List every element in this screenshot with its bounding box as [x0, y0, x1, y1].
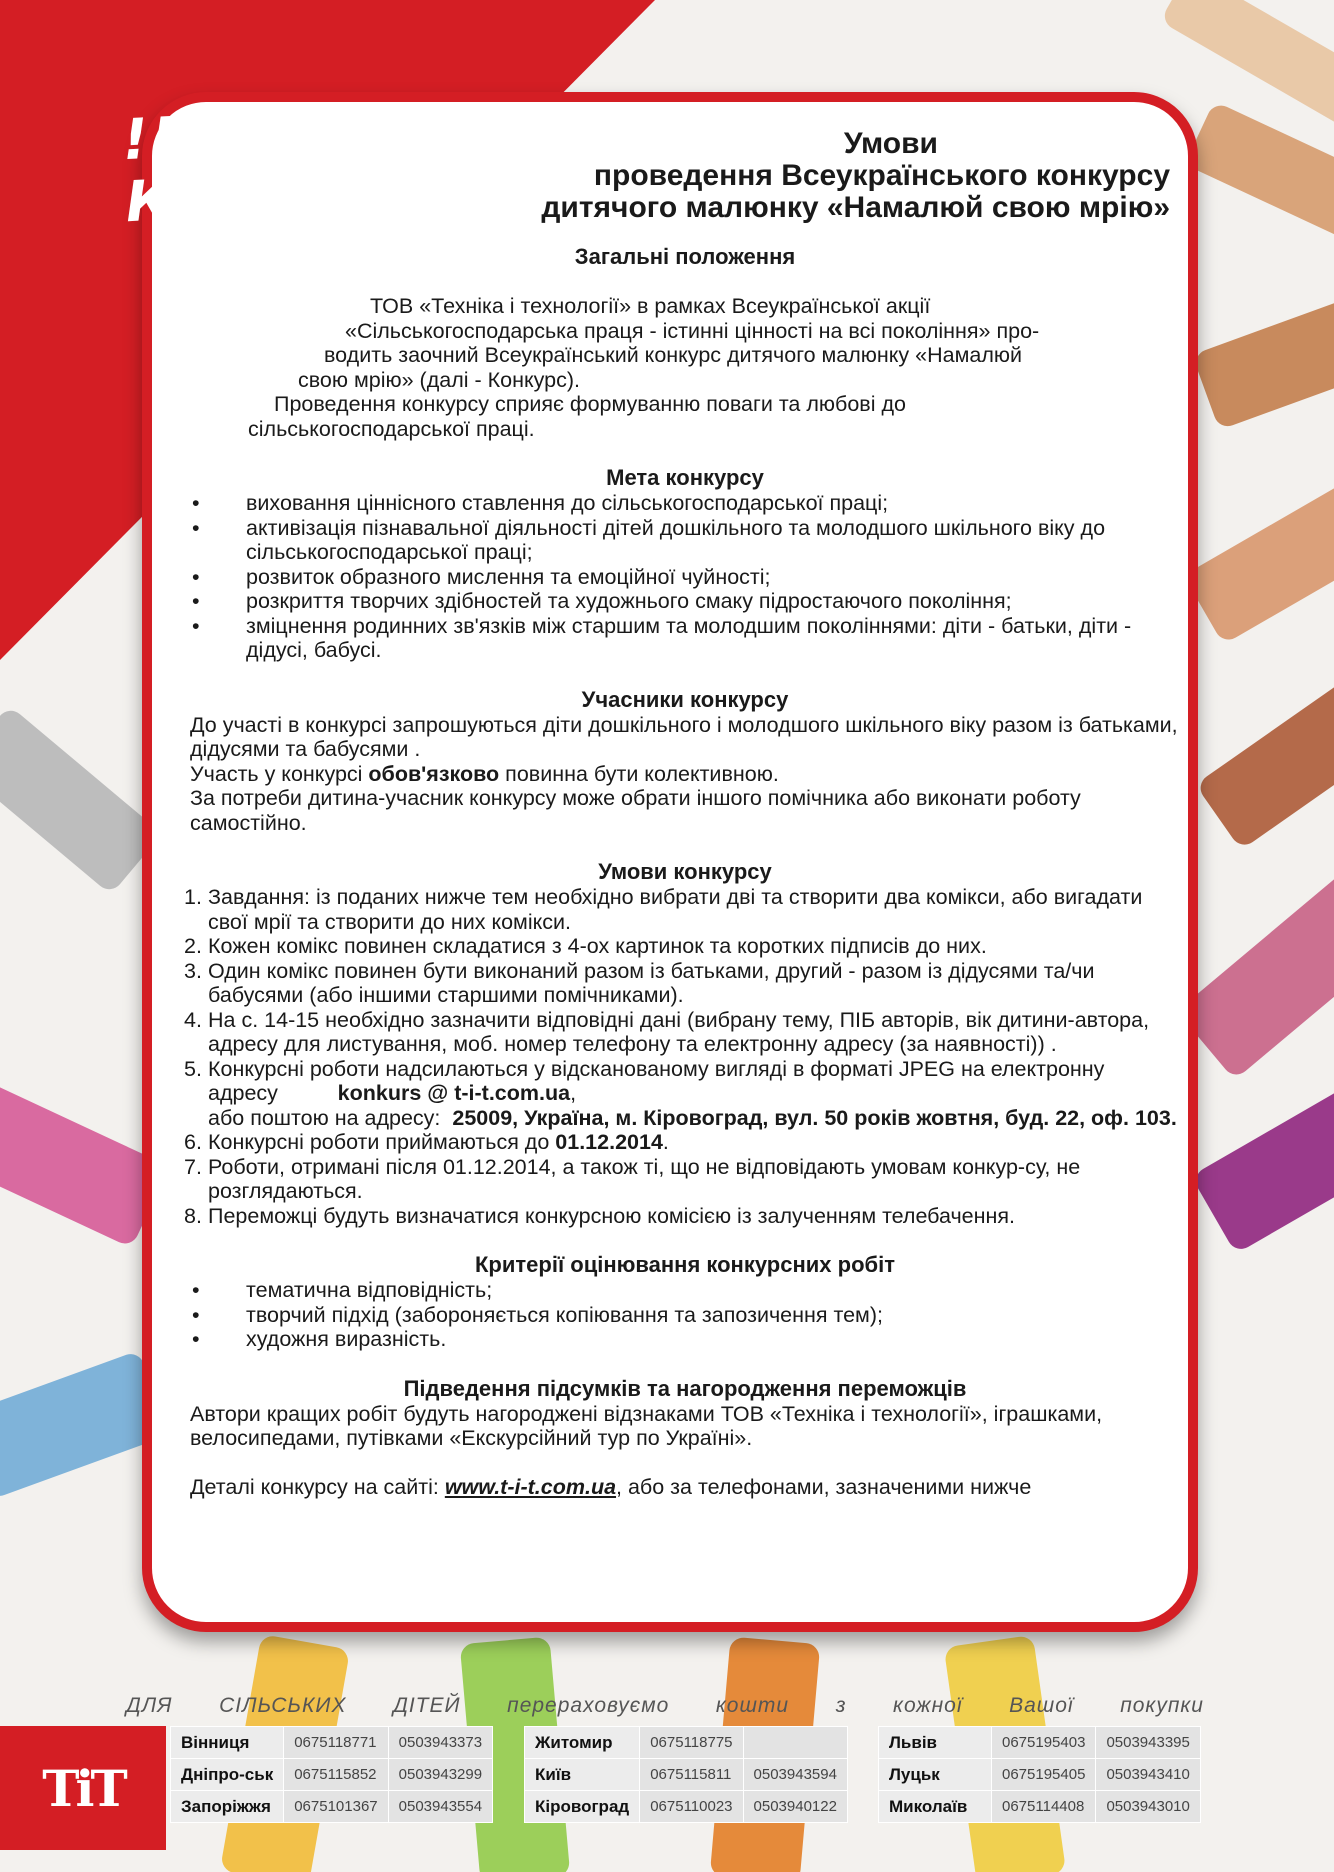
contest-email[interactable]: konkurs @ t-i-t.com.ua: [337, 1081, 571, 1105]
slogan-word: кошти: [715, 1694, 790, 1717]
general-line-1: ТОВ «Техніка і технології» в рамках Всеукраїнської акції: [370, 294, 931, 318]
table-row: Київ 0675115811 0503943594: [525, 1759, 848, 1791]
section-heading-goal: Мета конкурсу: [606, 465, 764, 490]
list-item: Завдання: із поданих нижче тем необхідно вибрати дві та створити два комікси, або вигадати свої мрії та створити до них комікси.: [208, 885, 1143, 934]
contacts-table-2: [524, 1726, 848, 1823]
general-line-5: Проведення конкурсу сприяє формуванню поваги та любові до: [274, 392, 906, 416]
slogan-word: кожної: [893, 1694, 963, 1717]
website-link[interactable]: www.t-i-t.com.ua: [444, 1474, 617, 1499]
general-line-2: «Сільськогосподарська праця - істинні цінності на всі покоління» про-: [345, 318, 1040, 343]
promo-line-2: КОНКУРС: [124, 153, 453, 236]
results-text: Автори кращих робіт будуть нагороджені відзнаками ТОВ «Техніка і технології», іграшками, велосипедами, путівками «Екскурсійний тур по Україні».: [190, 1401, 1103, 1450]
list-item: • виховання ціннісного ставлення до сільськогосподарської праці;: [190, 491, 1180, 516]
double-arrow-icon: ▶▶: [461, 157, 519, 215]
page-title: [541, 128, 1170, 224]
postal-address: 25009, Україна, м. Кіровоград, вул. 50 років жовтня, буд. 22, оф. 103.: [452, 1105, 1177, 1130]
list-item: Роботи, отримані після 01.12.2014, а також ті, що не відповідають умовам конкур-су, не розглядаються.: [208, 1154, 1081, 1203]
list-item: Один комікс повинен бути виконаний разом із батьками, другий - разом із дідусями та/чи бабусями (або іншими старшими помічниками).: [208, 958, 1095, 1007]
general-line-3: водить заочний Всеукраїнський конкурс дитячого малюнку «Намалюй: [324, 343, 1023, 367]
title-line-3: дитячого малюнку «Намалюй свою мрію»: [541, 191, 1170, 224]
contest-attention-banner: [121, 90, 519, 236]
list-item: • художня виразність.: [190, 1327, 1180, 1352]
table-row: Житомир 0675118775: [525, 1727, 848, 1759]
list-item: Конкурсні роботи надсилаються у відсканованому вигляді в форматі JPEG на електронну адресу konkurs @ t-i-t.com.ua, або поштою на адресу: 25009, Україна, м. Кіровоград, вул. 50 років жовтня, буд. 22, оф. 103.: [208, 1056, 1177, 1130]
list-item: Конкурсні роботи приймаються до 01.12.2014.: [208, 1130, 669, 1154]
participants-text-2: Участь у конкурсі обов'язково повинна бути колективною.: [190, 761, 779, 786]
company-logo: [0, 1726, 166, 1850]
table-row: Луцьк 0675195405 0503943410: [879, 1759, 1201, 1791]
participants-text-3: За потреби дитина-учасник конкурсу може обрати іншого помічника або виконати роботу самостійно.: [190, 786, 1081, 835]
list-item: • зміцнення родинних зв'язків між старшим та молодшим поколіннями: діти - батьки, діти - дідусі, бабусі.: [190, 614, 1180, 663]
goal-list: [190, 491, 1180, 663]
slogan-word: покупки: [1120, 1694, 1204, 1717]
general-line-6: сільськогосподарської праці.: [248, 416, 535, 441]
list-item: • активізація пізнавальної діяльності дітей дошкільного та молодшого шкільного віку до сільськогосподарської праці;: [190, 516, 1180, 565]
section-heading-results: Підведення підсумків та нагородження переможців: [403, 1375, 967, 1401]
general-provisions: [190, 294, 1180, 441]
slogan-word: ДІТЕЙ: [393, 1694, 461, 1717]
slogan-word: Вашої: [1009, 1694, 1074, 1717]
contacts-table-3: [878, 1726, 1201, 1823]
list-item: • розкриття творчих здібностей та художнього смаку підростаючого покоління;: [190, 589, 1180, 614]
participants-text-1: До участі в конкурсі запрошуються діти дошкільного і молодшого шкільного віку разом із батьками, дідусями та бабусями .: [190, 712, 1178, 761]
title-line-2: проведення Всеукраїнського конкурсу: [593, 159, 1170, 192]
conditions-list: [190, 885, 1180, 1228]
section-heading-conditions: Умови конкурсу: [598, 859, 772, 884]
criteria-list: [190, 1278, 1180, 1352]
logo-text: ТіТ: [42, 1758, 124, 1818]
promo-line-1: !!! УВАГА: [120, 91, 447, 174]
list-item: • творчий підхід (забороняється копіювання та запозичення тем);: [190, 1303, 1180, 1328]
contacts-footer: [0, 1726, 1334, 1872]
section-heading-participants: Учасники конкурсу: [581, 686, 789, 712]
slogan-word: ДЛЯ: [126, 1694, 173, 1717]
section-heading-general: Загальні положення: [574, 244, 796, 269]
general-line-4: свою мрію» (далі - Конкурс).: [298, 367, 580, 392]
table-row: Миколаїв 0675114408 0503943010: [879, 1791, 1201, 1823]
table-row: Кіровоград 0675110023 0503940122: [525, 1791, 848, 1823]
table-row: Дніпро-ськ 0675115852 0503943299: [171, 1759, 493, 1791]
contacts-table-1: [170, 1726, 493, 1823]
slogan-word: перераховуємо: [507, 1694, 670, 1717]
slogan-word: СІЛЬСЬКИХ: [219, 1694, 347, 1717]
list-item: Кожен комікс повинен складатися з 4-ох картинок та коротких підписів до них.: [208, 934, 987, 958]
slogan-word: з: [835, 1694, 847, 1717]
list-item: На с. 14-15 необхідно зазначити відповідні дані (вибрану тему, ПІБ авторів, вік дитини-автора, адресу для листування, моб. номер телефону та електронну адресу (за наявності)) .: [208, 1007, 1150, 1056]
slogan: [126, 1694, 1204, 1718]
title-line-1: Умови: [843, 127, 938, 160]
list-item: • розвиток образного мислення та емоційної чуйності;: [190, 565, 1180, 590]
table-row: Львів 0675195403 0503943395: [879, 1727, 1201, 1759]
table-row: Вінниця 0675118771 0503943373: [171, 1727, 493, 1759]
list-item: • тематична відповідність;: [190, 1278, 1180, 1303]
table-row: Запоріжжя 0675101367 0503943554: [171, 1791, 493, 1823]
conditions-content: [190, 244, 1180, 1499]
details-text: Деталі конкурсу на сайті: www.t-i-t.com.ua, або за телефонами, зазначеними нижче: [190, 1474, 1032, 1499]
section-heading-criteria: Критерії оцінювання конкурсних робіт: [475, 1252, 895, 1277]
list-item: Переможці будуть визначатися конкурсною комісією із залученням телебачення.: [208, 1203, 1016, 1228]
